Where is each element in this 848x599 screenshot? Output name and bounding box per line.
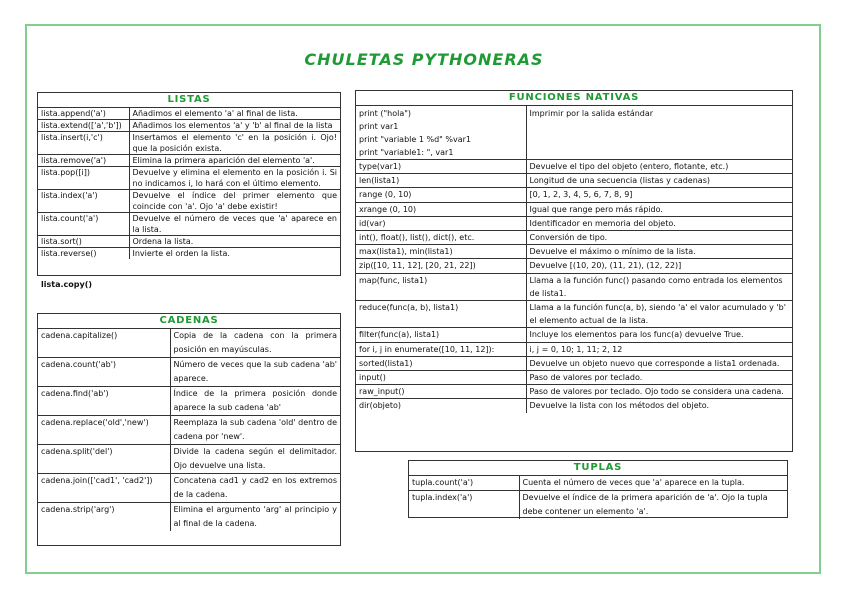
page-title: CHULETAS PYTHONERAS [304,50,544,69]
row-value: Devuelve el índice de la primera aparición de 'a'. Ojo la tupla debe contener un elemento 'a'. [519,491,787,520]
row-key: int(), float(), list(), dict(), etc. [356,231,526,245]
row-value: Insertamos el elemento 'c' en la posición i. Ojo! que la posición exista. [129,132,340,155]
row-key: sorted(lista1) [356,356,526,370]
row-key: map(func, lista1) [356,273,526,300]
listas-table [38,108,340,259]
table-row [356,174,792,188]
row-key: lista.append('a') [38,108,129,120]
table-row [356,106,792,160]
row-value: Paso de valores por teclado. Ojo todo se considera una cadena. [526,385,792,399]
table-row [38,190,340,213]
table-row [356,342,792,356]
row-value: Elimina la primera aparición del elemento 'a'. [129,155,340,167]
row-key: cadena.strip('arg') [38,503,170,532]
row-key: dir(objeto) [356,399,526,413]
row-value: Devuelve el máximo o mínimo de la lista. [526,245,792,259]
print-line: print "variable1: ", var1 [359,148,454,157]
table-row [38,416,340,445]
row-key: zip([10, 11, 12], [20, 21, 22]) [356,259,526,273]
row-key: range (0, 10) [356,188,526,202]
listas-panel [37,92,341,276]
row-value: Longitud de una secuencia (listas y cadenas) [526,174,792,188]
table-row [38,120,340,132]
row-key: lista.pop([i]) [38,167,129,190]
row-value: Conversión de tipo. [526,231,792,245]
listas-heading: LISTAS [38,93,340,108]
row-value: Igual que range pero más rápido. [526,202,792,216]
row-key: cadena.capitalize() [38,329,170,358]
row-key: cadena.count('ab') [38,358,170,387]
row-key: lista.remove('a') [38,155,129,167]
table-row [356,202,792,216]
row-key: reduce(func(a, b), lista1) [356,301,526,328]
table-row [38,167,340,190]
row-value: Incluye los elementos para los func(a) devuelve True. [526,328,792,342]
table-row [38,387,340,416]
table-row [38,236,340,248]
table-row [356,301,792,328]
row-value: Devuelve el tipo del objeto (entero, flotante, etc.) [526,160,792,174]
row-value: Devuelve un objeto nuevo que corresponde a lista1 ordenada. [526,356,792,370]
row-value: Añadimos el elemento 'a' al final de lista. [132,109,298,118]
row-key: input() [356,371,526,385]
row-value: Llama a la función func(a, b), siendo 'a' el valor acumulado y 'b' el elemento actual de la lista. [526,301,792,328]
row-key: cadena.replace('old','new') [38,416,170,445]
row-key: lista.insert(i,'c') [38,132,129,155]
table-row [38,155,340,167]
row-key: type(var1) [356,160,526,174]
row-value: Devuelve [(10, 20), (11, 21), (12, 22)] [526,259,792,273]
print-line: print ("hola") [359,109,412,118]
table-row [38,108,340,120]
row-value: Identificador en memoria del objeto. [526,216,792,230]
row-value: Reemplaza la sub cadena 'old' dentro de cadena por 'new'. [170,416,340,445]
row-value: Invierte el orden la lista. [129,248,340,260]
table-row [356,328,792,342]
row-key: lista.sort() [38,236,129,248]
row-key: lista.index('a') [38,190,129,213]
row-key: tupla.index('a') [409,491,519,520]
table-row [356,399,792,413]
table-row [38,248,340,260]
table-row [38,358,340,387]
row-value: Ordena la lista. [129,236,340,248]
row-value: Devuelve el número de veces que 'a' aparece en la lista. [129,213,340,236]
table-row [38,445,340,474]
row-value: Divide la cadena según el delimitador. Ojo devuelve una lista. [170,445,340,474]
table-row [409,491,787,520]
listas-note: lista.copy() [41,280,92,289]
row-key: max(lista1), min(lista1) [356,245,526,259]
funciones-table [356,106,792,413]
row-key: raw_input() [356,385,526,399]
tuplas-panel [408,460,788,518]
row-value: Elimina el argumento 'arg' al principio y al final de la cadena. [170,503,340,532]
print-line: print "variable 1 %d" %var1 [359,135,471,144]
row-key: id(var) [356,216,526,230]
table-row [38,474,340,503]
row-key: cadena.find('ab') [38,387,170,416]
table-row [356,356,792,370]
row-key: filter(func(a), lista1) [356,328,526,342]
table-row [38,132,340,155]
funciones-panel [355,90,793,452]
print-line: print var1 [359,122,399,131]
row-value: Añadimos los elementos 'a' y 'b' al final de la lista [129,120,340,132]
table-row [356,259,792,273]
row-value: i, j = 0, 10; 1, 11; 2, 12 [526,342,792,356]
table-row [409,476,787,491]
row-value: Cuenta el número de veces que 'a' aparece en la tupla. [522,478,745,487]
row-key: cadena.join(['cad1', 'cad2']) [38,474,170,503]
print-lines [356,106,526,160]
table-row [356,188,792,202]
table-row [356,273,792,300]
table-row [38,329,340,358]
tuplas-heading: TUPLAS [409,461,787,476]
row-key: cadena.split('del') [38,445,170,474]
table-row [356,160,792,174]
table-row [356,216,792,230]
tuplas-table [409,476,787,519]
row-value: Índice de la primera posición donde aparece la sub cadena 'ab' [170,387,340,416]
row-value: Llama a la función func() pasando como entrada los elementos de lista1. [526,273,792,300]
row-value: Paso de valores por teclado. [526,371,792,385]
row-key: for i, j in enumerate([10, 11, 12]): [356,342,526,356]
row-value: Devuelve la lista con los métodos del objeto. [526,399,792,413]
row-key: xrange (0, 10) [356,202,526,216]
row-key: tupla.count('a') [409,476,519,491]
table-row [38,213,340,236]
table-row [356,385,792,399]
row-value: Copia de la cadena con la primera posición en mayúsculas. [173,331,337,354]
row-key: lista.extend(['a','b']) [38,120,129,132]
table-row [356,371,792,385]
row-value: Devuelve y elimina el elemento en la posición i. Si no indicamos i, lo hará con el último elemento. [129,167,340,190]
row-value: [0, 1, 2, 3, 4, 5, 6, 7, 8, 9] [526,188,792,202]
row-value: Número de veces que la sub cadena 'ab' aparece. [170,358,340,387]
row-key: lista.reverse() [38,248,129,260]
funciones-heading: FUNCIONES NATIVAS [356,91,792,106]
row-key: len(lista1) [356,174,526,188]
print-description: Imprimir por la salida estándar [529,109,654,118]
row-value: Concatena cad1 y cad2 en los extremos de la cadena. [170,474,340,503]
row-value: Devuelve el índice del primer elemento que coincide con 'a'. Ojo 'a' debe existir! [129,190,340,213]
cadenas-table [38,329,340,531]
table-row [38,503,340,532]
row-key: lista.count('a') [38,213,129,236]
cadenas-panel [37,313,341,546]
table-row [356,231,792,245]
cadenas-heading: CADENAS [38,314,340,329]
table-row [356,245,792,259]
